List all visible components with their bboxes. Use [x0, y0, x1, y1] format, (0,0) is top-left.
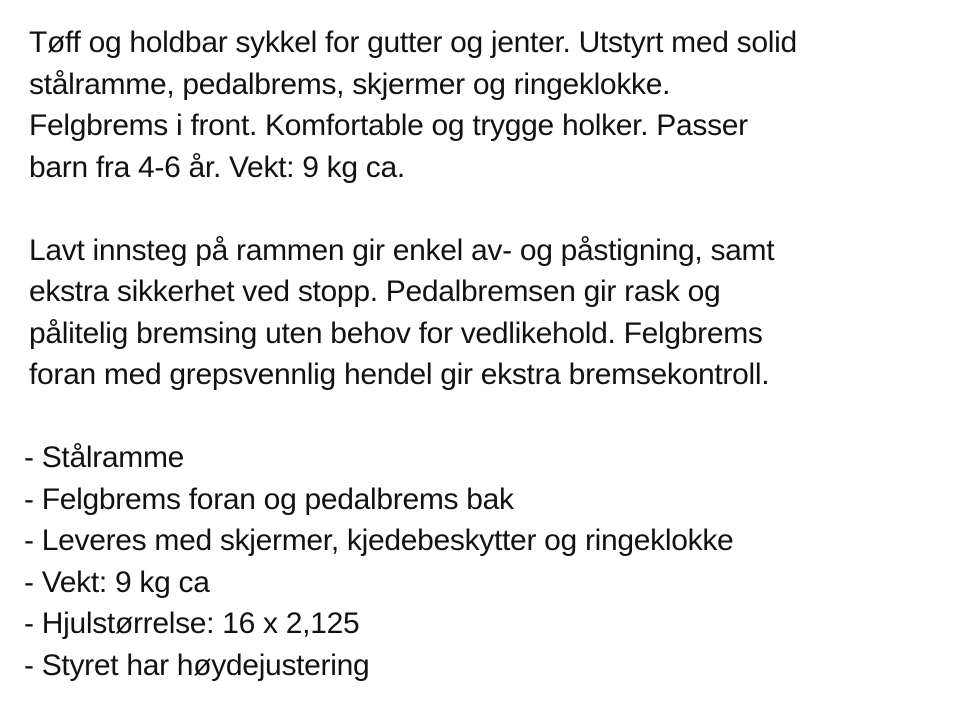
description-paragraph-intro [29, 22, 949, 188]
text-line: Felgbrems i front. Komfortable og trygge holker. Passer [29, 109, 748, 142]
feature-list-item: - Felgbrems foran og pedalbrems bak [24, 482, 514, 516]
feature-list-item: - Stålramme [24, 441, 185, 474]
product-description [24, 22, 949, 686]
text-line: stålramme, pedalbrems, skjermer og ringeklokke. [29, 67, 671, 101]
feature-list-item: - Leveres med skjermer, kjedebeskytter og ringeklokke [24, 524, 734, 557]
text-line: barn fra 4-6 år. Vekt: 9 kg ca. [29, 150, 405, 184]
feature-list [24, 437, 949, 686]
feature-list-item: - Hjulstørrelse: 16 x 2,125 [24, 607, 360, 640]
text-line: pålitelig bremsing uten behov for vedlikehold. Felgbrems [29, 316, 763, 350]
text-line: foran med grepsvennlig hendel gir ekstra bremsekontroll. [29, 358, 770, 391]
text-line: ekstra sikkerhet ved stopp. Pedalbremsen gir rask og [29, 275, 721, 308]
feature-list-item: - Styret har høydejustering [24, 648, 370, 682]
description-paragraph-details [29, 230, 949, 396]
text-line: Lavt innsteg på rammen gir enkel av- og påstigning, samt [29, 233, 775, 267]
feature-list-item: - Vekt: 9 kg ca [24, 565, 210, 599]
text-line: Tøff og holdbar sykkel for gutter og jenter. Utstyrt med solid [29, 26, 797, 59]
